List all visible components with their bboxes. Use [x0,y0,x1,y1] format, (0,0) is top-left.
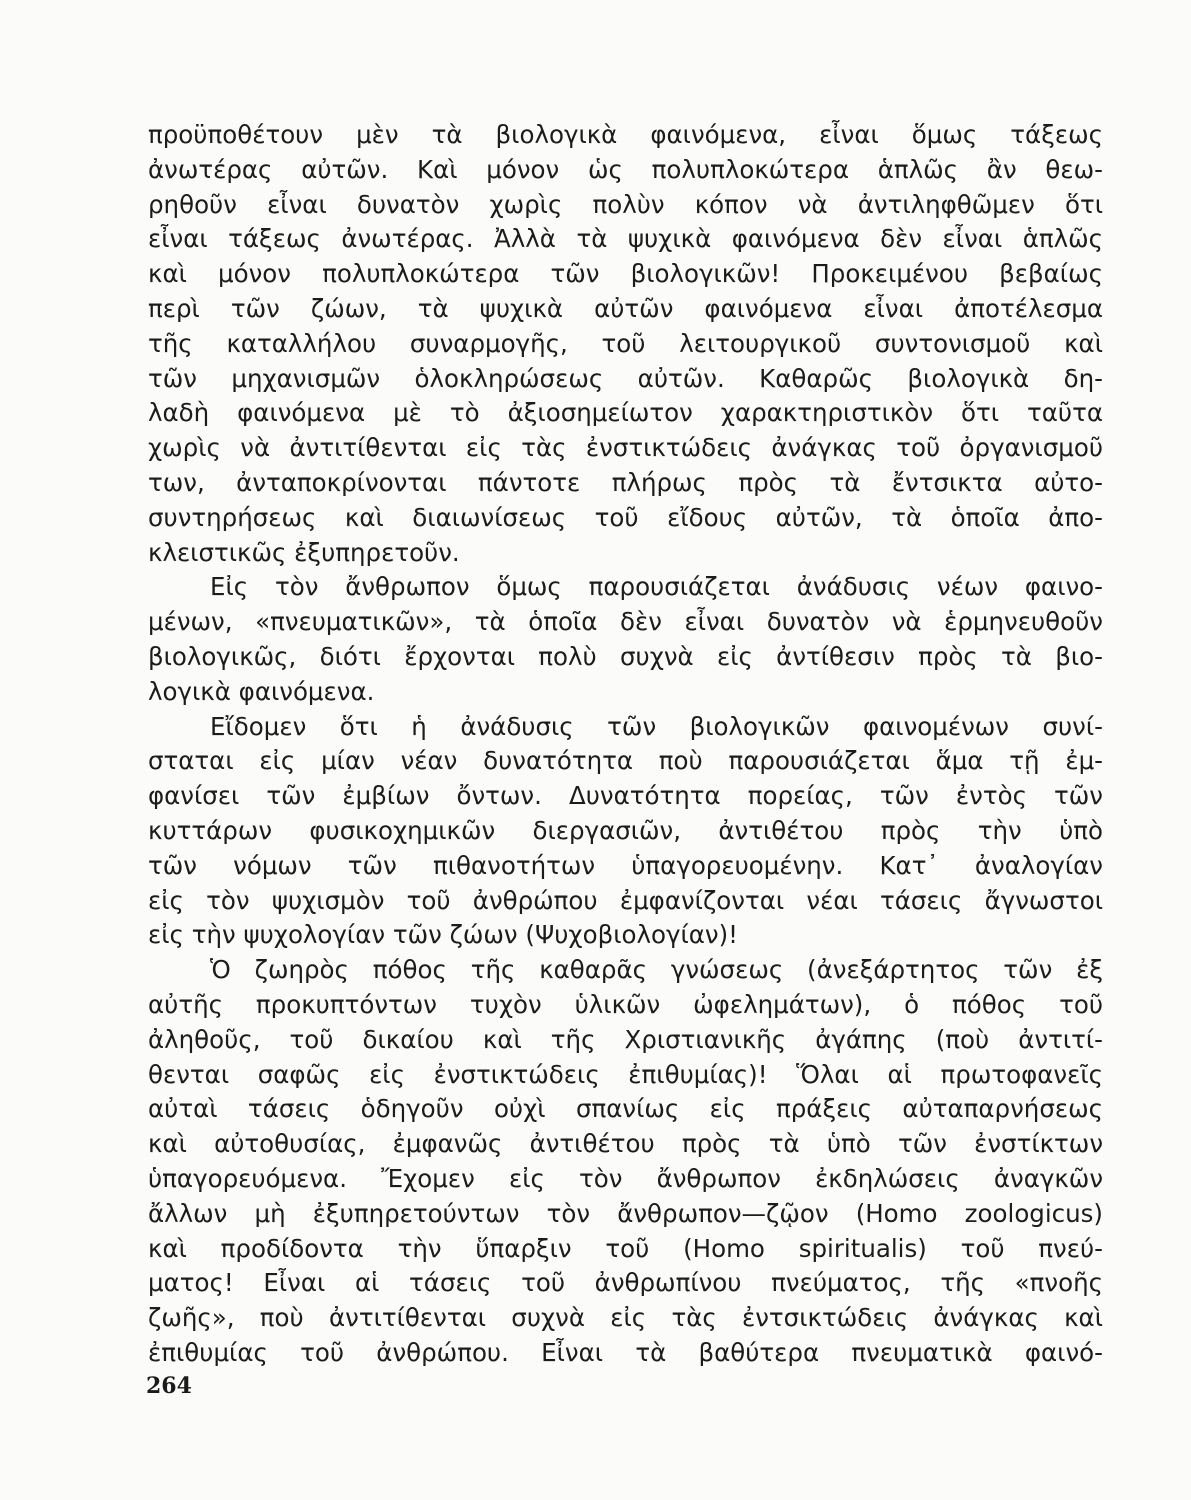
text-line: αὐταὶ τάσεις ὁδηγοῦν οὐχὶ σπανίως εἰς πράξεις αὐταπαρνήσεως [148,1094,1103,1124]
text-line: Εἰς τὸν ἄνθρωπον ὅμως παρουσιάζεται ἀνάδυσις νέων φαινο- [210,572,1103,602]
text-line: περὶ τῶν ζώων, τὰ ψυχικὰ αὐτῶν φαινόμενα εἶναι ἀποτέλεσμα [148,293,1103,323]
text-line: ἀληθοῦς, τοῦ δικαίου καὶ τῆς Χριστιανικῆς ἀγάπης (ποὺ ἀντιτί- [148,1024,1103,1054]
text-line: καὶ προδίδοντα τὴν ὕπαρξιν τοῦ (Homo spiritualis) τοῦ πνεύ- [148,1233,1103,1263]
text-line: ζωῆς», ποὺ ἀντιτίθενται συχνὰ εἰς τὰς ἐντσικτώδεις ἀνάγκας καὶ [148,1303,1103,1333]
text-line: ματος! Εἶναι αἱ τάσεις τοῦ ἀνθρωπίνου πνεύματος, τῆς «πνοῆς [148,1268,1103,1298]
text-line: σταται εἰς μίαν νέαν δυνατότητα ποὺ παρουσιάζεται ἅμα τῇ ἐμ- [148,746,1103,776]
text-line: τῆς καταλλήλου συναρμογῆς, τοῦ λειτουργικοῦ συντονισμοῦ καὶ [148,328,1103,358]
text-line: θενται σαφῶς εἰς ἐνστικτώδεις ἐπιθυμίας)! Ὅλαι αἱ πρωτοφανεῖς [148,1059,1103,1089]
text-line: μένων, «πνευματικῶν», τὰ ὁποῖα δὲν εἶναι δυνατὸν νὰ ἑρμηνευθοῦν [148,607,1103,637]
text-line: λαδὴ φαινόμενα μὲ τὸ ἀξιοσημείωτον χαρακτηριστικὸν ὅτι ταῦτα [148,398,1103,428]
text-line: χωρὶς νὰ ἀντιτίθενται εἰς τὰς ἐνστικτώδεις ἀνάγκας τοῦ ὀργανισμοῦ [148,433,1103,463]
text-line: προϋποθέτουν μὲν τὰ βιολογικὰ φαινόμενα, εἶναι ὅμως τάξεως [148,120,1103,149]
text-line: συντηρήσεως καὶ διαιωνίσεως τοῦ εἴδους αὐτῶν, τὰ ὁποῖα ἀπο- [148,502,1103,532]
text-line: κλειστικῶς ἐξυπηρετοῦν. [148,537,460,567]
text-line: αὐτῆς προκυπτόντων τυχὸν ὑλικῶν ὠφελημάτων), ὁ πόθος τοῦ [148,989,1103,1019]
text-line: καὶ μόνον πολυπλοκώτερα τῶν βιολογικῶν! Προκειμένου βεβαίως [148,259,1103,289]
text-line: κυττάρων φυσικοχημικῶν διεργασιῶν, ἀντιθέτου πρὸς τὴν ὑπὸ [148,815,1103,845]
text-line: βιολογικῶς, διότι ἔρχονται πολὺ συχνὰ εἰς ἀντίθεσιν πρὸς τὰ βιο- [148,641,1103,671]
text-line: εἶναι τάξεως ἀνωτέρας. Ἀλλὰ τὰ ψυχικὰ φαινόμενα δὲν εἶναι ἁπλῶς [148,224,1103,254]
text-line: τῶν μηχανισμῶν ὁλοκληρώσεως αὐτῶν. Καθαρῶς βιολογικὰ δη- [148,363,1103,393]
text-line: Ὁ ζωηρὸς πόθος τῆς καθαρᾶς γνώσεως (ἀνεξάρτητος τῶν ἐξ [210,955,1103,985]
text-line: Εἴδομεν ὅτι ἡ ἀνάδυσις τῶν βιολογικῶν φαινομένων συνί- [210,711,1103,741]
text-line: ὑπαγορευόμενα. Ἔχομεν εἰς τὸν ἄνθρωπον ἐκδηλώσεις ἀναγκῶν [148,1163,1103,1193]
text-line: ἄλλων μὴ ἐξυπηρετούντων τὸν ἄνθρωπον—ζῷον (Homo zoologicus) [148,1198,1103,1228]
text-line: φανίσει τῶν ἐμβίων ὄντων. Δυνατότητα πορείας, τῶν ἐντὸς τῶν [148,781,1103,811]
text-line: εἰς τὸν ψυχισμὸν τοῦ ἀνθρώπου ἐμφανίζονται νέαι τάσεις ἄγνωστοι [148,885,1103,915]
text-line: ἐπιθυμίας τοῦ ἀνθρώπου. Εἶναι τὰ βαθύτερα πνευματικὰ φαινό- [148,1337,1103,1367]
text-line: τῶν νόμων τῶν πιθανοτήτων ὑπαγορευομένην. Κατ᾽ ἀναλογίαν [148,850,1103,880]
page-number: 264 [146,1373,192,1399]
text-line: λογικὰ φαινόμενα. [148,676,375,706]
text-line: καὶ αὐτοθυσίας, ἐμφανῶς ἀντιθέτου πρὸς τὰ ὑπὸ τῶν ἐνστίκτων [148,1129,1103,1159]
text-line: ρηθοῦν εἶναι δυνατὸν χωρὶς πολὺν κόπον νὰ ἀντιληφθῶμεν ὅτι [148,189,1103,219]
text-line: των, ἀνταποκρίνονται πάντοτε πλήρως πρὸς τὰ ἔντσικτα αὐτο- [148,467,1103,497]
body-text [148,118,1103,1371]
text-line: ἀνωτέρας αὐτῶν. Καὶ μόνον ὡς πολυπλοκώτερα ἁπλῶς ἂν θεω- [148,154,1103,184]
text-line: εἰς τὴν ψυχολογίαν τῶν ζώων (Ψυχοβιολογίαν)! [148,920,738,950]
